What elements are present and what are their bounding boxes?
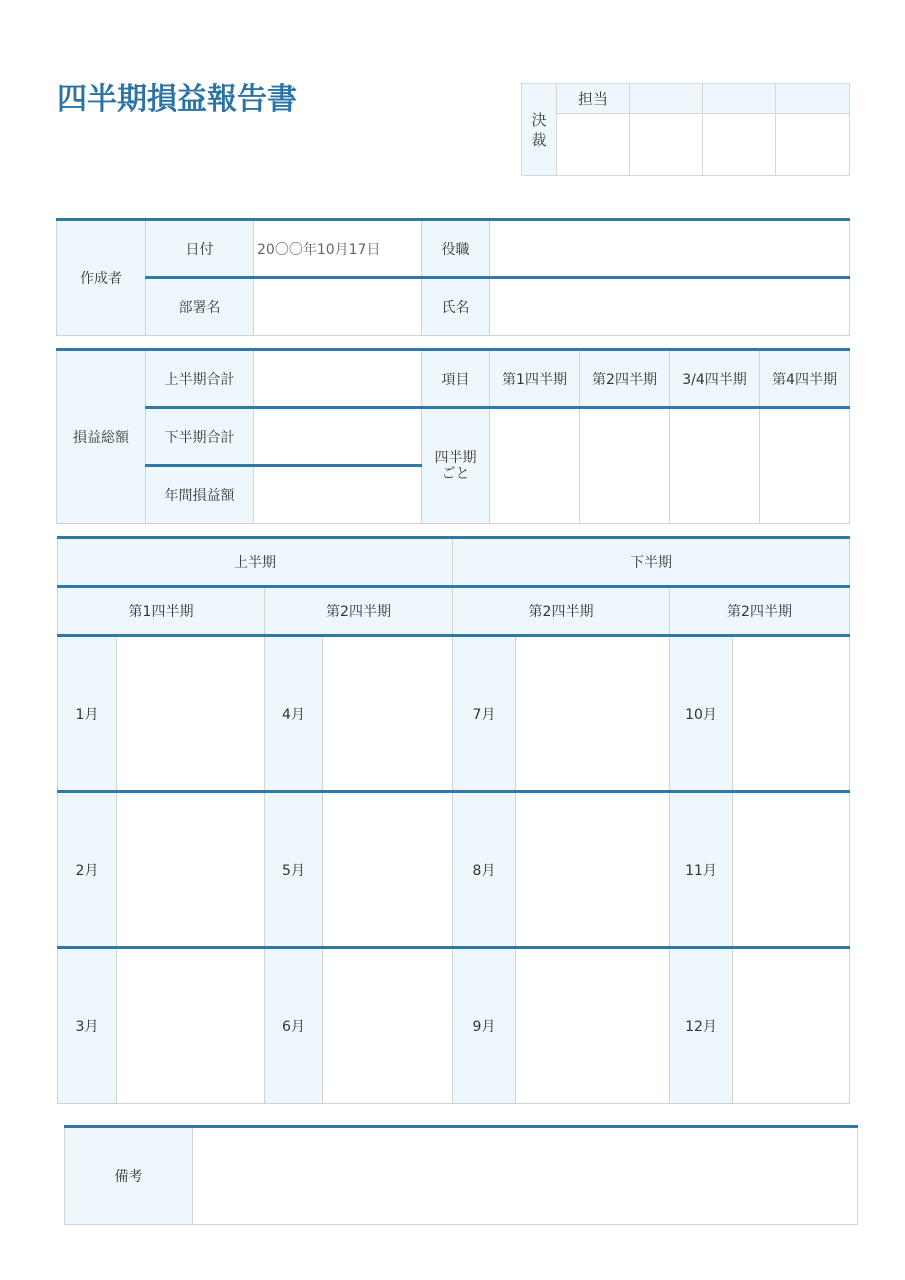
month-label: 8月 [453,792,516,948]
month-label: 11月 [670,792,733,948]
first-half-total-field[interactable] [254,350,422,408]
name-label: 氏名 [422,278,490,336]
monthly-table [57,536,850,1104]
q3-header: 第2四半期 [453,587,670,636]
approval-header-4 [776,84,850,114]
creator-table [56,218,850,336]
approval-stamp-4[interactable] [776,114,850,176]
quarter-header-2: 第2四半期 [580,350,670,408]
month-row [58,792,850,948]
date-label: 日付 [146,220,254,278]
annual-total-label: 年間損益額 [146,466,254,524]
month-value-field[interactable] [117,792,265,948]
approval-stamp-2[interactable] [630,114,703,176]
month-value-field[interactable] [733,948,850,1104]
quarter-value-1[interactable] [490,408,580,524]
name-field[interactable] [490,278,850,336]
per-quarter-label-line2: ごと [441,466,470,482]
department-field[interactable] [254,278,422,336]
quarter-header-1: 第1四半期 [490,350,580,408]
month-label: 5月 [265,792,323,948]
month-label: 9月 [453,948,516,1104]
approval-label-line2: 裁 [531,130,547,149]
month-row [58,948,850,1104]
q2-header: 第2四半期 [265,587,453,636]
creator-section-label: 作成者 [57,220,146,336]
month-label: 4月 [265,636,323,792]
first-half-header: 上半期 [58,538,453,587]
remarks-label: 備考 [65,1127,193,1225]
q1-header: 第1四半期 [58,587,265,636]
remarks-table [64,1125,858,1225]
month-value-field[interactable] [117,948,265,1104]
remarks-field[interactable] [193,1127,858,1225]
per-quarter-label-line1: 四半期 [434,450,477,466]
month-value-field[interactable] [323,948,453,1104]
month-label: 6月 [265,948,323,1104]
approval-stamp-3[interactable] [703,114,776,176]
month-row [58,636,850,792]
approval-header-3 [703,84,776,114]
month-label: 2月 [58,792,117,948]
month-label: 1月 [58,636,117,792]
quarter-header-3: 3/4四半期 [670,350,760,408]
totals-table [56,348,850,524]
month-value-field[interactable] [516,948,670,1104]
per-quarter-label [422,408,490,524]
approval-header-2 [630,84,703,114]
first-half-total-label: 上半期合計 [146,350,254,408]
position-label: 役職 [422,220,490,278]
q4-header: 第2四半期 [670,587,850,636]
department-label: 部署名 [146,278,254,336]
second-half-total-field[interactable] [254,408,422,466]
month-value-field[interactable] [117,636,265,792]
second-half-total-label: 下半期合計 [146,408,254,466]
approval-label [522,84,557,176]
month-label: 12月 [670,948,733,1104]
month-value-field[interactable] [733,636,850,792]
quarter-header-4: 第4四半期 [760,350,850,408]
second-half-header: 下半期 [453,538,850,587]
date-field[interactable]: 20〇〇年10月17日 [254,220,422,278]
month-value-field[interactable] [323,636,453,792]
month-label: 7月 [453,636,516,792]
approval-stamp-1[interactable] [557,114,630,176]
month-value-field[interactable] [733,792,850,948]
page-title: 四半期損益報告書 [57,82,297,117]
month-value-field[interactable] [323,792,453,948]
month-label: 10月 [670,636,733,792]
month-value-field[interactable] [516,636,670,792]
quarter-value-2[interactable] [580,408,670,524]
item-label: 項目 [422,350,490,408]
quarter-value-3[interactable] [670,408,760,524]
totals-section-label: 損益総額 [57,350,146,524]
approval-header-tanto: 担当 [557,84,630,114]
quarter-value-4[interactable] [760,408,850,524]
annual-total-field[interactable] [254,466,422,524]
approval-label-line1: 決 [531,110,547,129]
approval-box [521,83,850,176]
position-field[interactable] [490,220,850,278]
month-value-field[interactable] [516,792,670,948]
month-label: 3月 [58,948,117,1104]
